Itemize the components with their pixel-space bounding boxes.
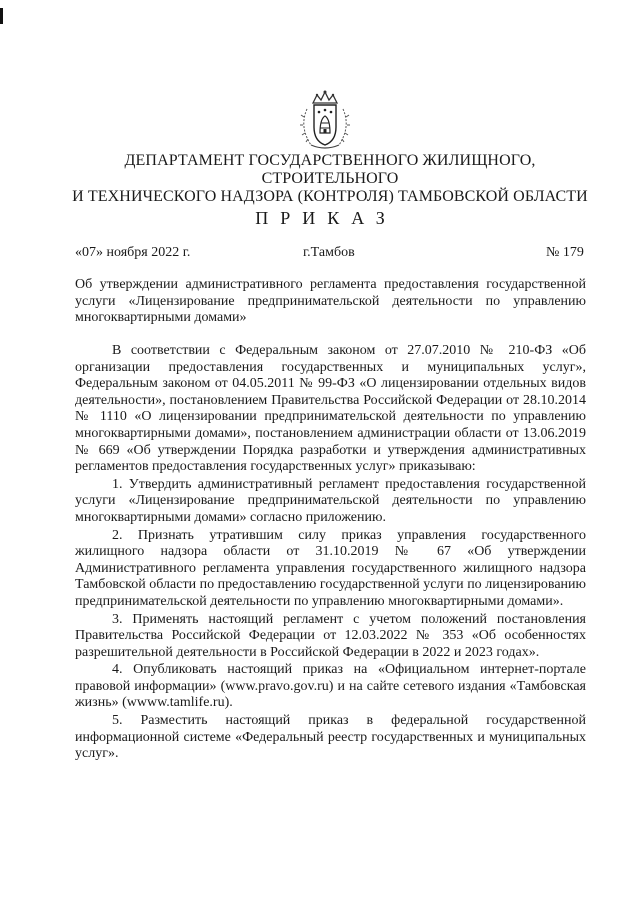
order-body — [75, 343, 586, 764]
preamble-paragraph: В соответствии с Федеральным законом от 27.07.2010 № 210-ФЗ «Об организации предоставления государственных и муниципальных услуг», Федеральным законом от 04.05.2011 № 99-ФЗ «О лицензировании отдельных видов деятельности», постановлением Правительства Российской Федерации от 28.10.2014 № 1110 «О лицензировании предпринимательской деятельности по управлению многоквартирными домами», постановлением администрации области от 13.06.2019 № 669 «Об утверждении Порядка разработки и утверждения административных регламентов предоставления государственных услуг» приказываю: — [75, 343, 586, 475]
order-item-1: 1. Утвердить административный регламент предоставления государственной услуги «Лицензирование предпринимательской деятельности по управлению многоквартирными домами» согласно приложению. — [75, 476, 586, 525]
order-item-3: 3. Применять настоящий регламент с учетом положений постановления Правительства Российской Федерации от 12.03.2022 № 353 «Об особенностях разрешительной деятельности в Российской Федерации в 2022 и 2023 годах». — [75, 611, 586, 660]
order-item-5: 5. Разместить настоящий приказ в федеральной государственной информационной системе «Федеральный реестр государственных и муниципальных услуг». — [75, 713, 586, 762]
order-title: ПРИКАЗ — [255, 208, 397, 228]
order-subject: Об утверждении административного регламента предоставления государственной услуги «Лицензирование предпринимательской деятельности по управлению многоквартирными домами» — [75, 277, 586, 325]
order-city: г.Тамбов — [303, 245, 355, 260]
tambov-coat-of-arms-icon — [295, 89, 355, 151]
order-item-4: 4. Опубликовать настоящий приказ на «Официальном интернет-портале правовой информации» (www.pravo.gov.ru) и на сайте сетевого издания «Тамбовская жизнь» (wwww.tamlife.ru). — [75, 662, 586, 711]
order-item-2: 2. Признать утратившим силу приказ управления государственного жилищного надзора области от 31.10.2019 № 67 «Об утверждении Административного регламента управления государственного жилищного надзора Тамбовской области по предоставлению государственной услуги по лицензированию предпринимательской деятельности по управлению многоквартирными домами». — [75, 527, 586, 609]
department-header-line-2: И ТЕХНИЧЕСКОГО НАДЗОРА (КОНТРОЛЯ) ТАМБОВСКОЙ ОБЛАСТИ — [72, 188, 588, 205]
order-date: «07» ноября 2022 г. — [75, 245, 191, 260]
page-edge-mark — [0, 8, 3, 24]
department-header — [70, 152, 590, 206]
department-header-line-1: ДЕПАРТАМЕНТ ГОСУДАРСТВЕННОГО ЖИЛИЩНОГО, СТРОИТЕЛЬНОГО — [124, 152, 536, 187]
order-number: № 179 — [546, 245, 584, 260]
